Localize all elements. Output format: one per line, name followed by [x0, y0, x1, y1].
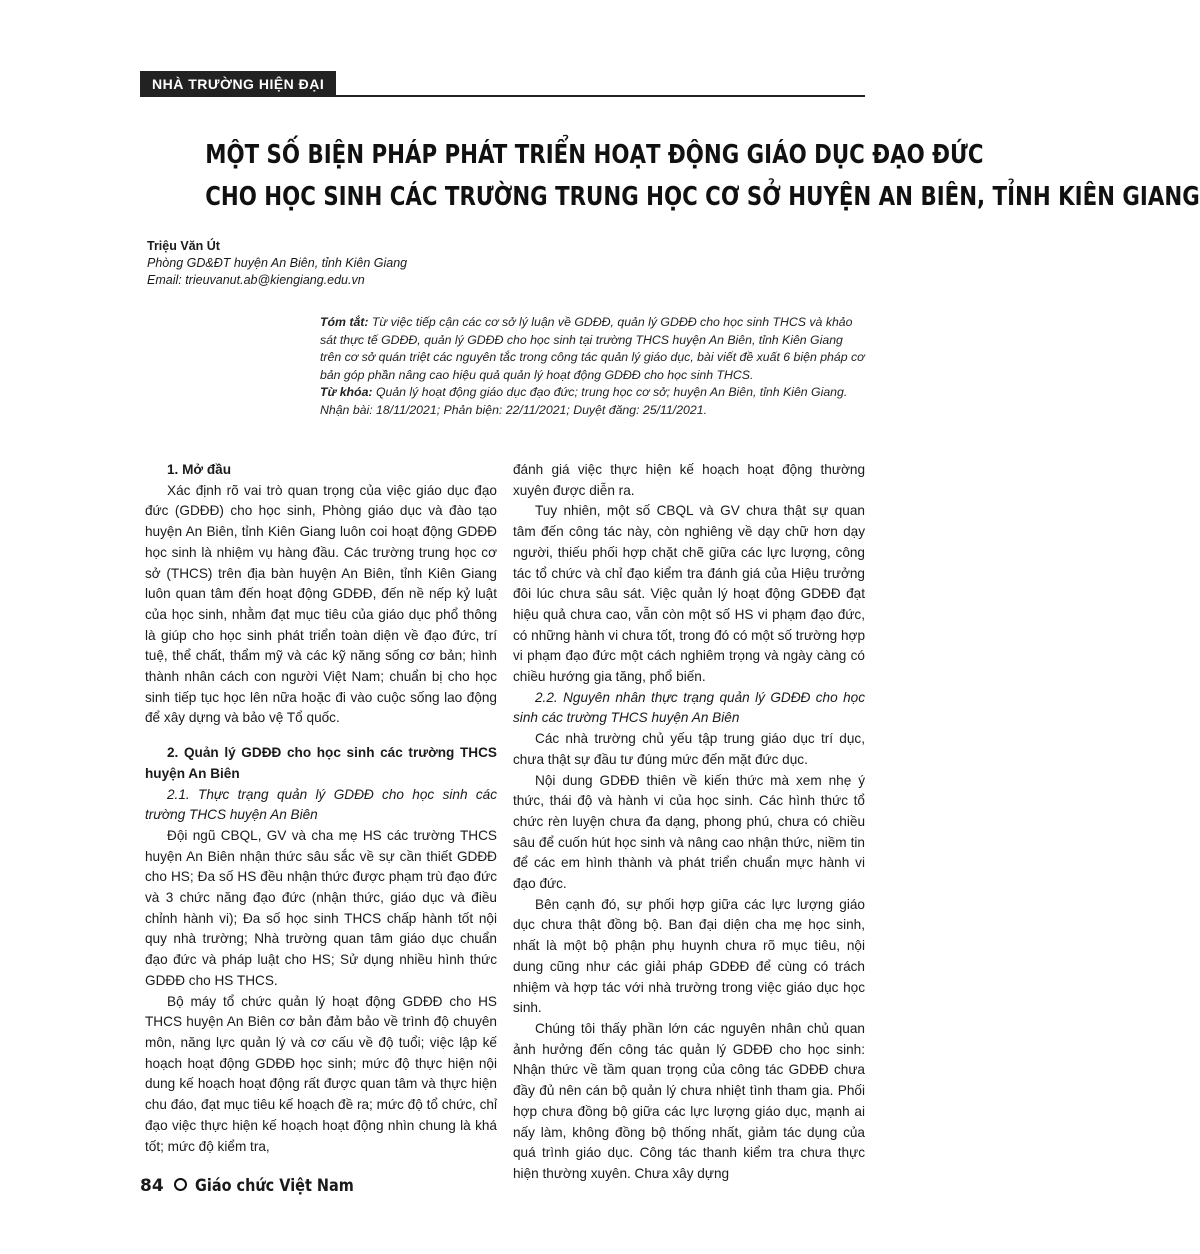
author-email: Email: trieuvanut.ab@kiengiang.edu.vn — [147, 273, 365, 287]
left-column — [145, 460, 497, 1157]
article-title-line-2: CHO HỌC SINH CÁC TRƯỜNG TRUNG HỌC CƠ SỞ HUYỆN AN BIÊN, TỈNH KIÊN GIANG — [205, 182, 1200, 212]
section-label: NHÀ TRƯỜNG HIỆN ĐẠI — [140, 71, 336, 97]
journal-name: Giáo chức Việt Nam — [194, 1176, 354, 1196]
right-column — [513, 460, 865, 1185]
page-footer — [140, 1176, 381, 1196]
abstract-text: Từ việc tiếp cận các cơ sở lý luận về GDĐĐ, quản lý GDĐĐ cho học sinh THCS và khảo sát thực tế GDĐĐ, quản lý GDĐĐ cho học sinh tại trường THCS huyện An Biên, tỉnh Kiên Giang trên cơ sở quán triệt các nguyên tắc trong công tác quản lý giáo dục, bài viết đề xuất 6 biện pháp cơ bản góp phần nâng cao hiệu quả quản lý hoạt động GDĐĐ cho học sinh THCS. — [320, 315, 865, 382]
abstract-paragraph — [320, 314, 865, 384]
subheading-2-2: 2.2. Nguyên nhân thực trạng quản lý GDĐĐ cho học sinh các trường THCS huyện An Biên — [513, 689, 865, 726]
paragraph: Tuy nhiên, một số CBQL và GV chưa thật sự quan tâm đến công tác này, còn nghiêng về dạy chữ hơn dạy người, thiếu phối hợp chặt chẽ giữa các lực lượng, công tác tổ chức và chỉ đạo kiểm tra đánh giá của Hiệu trưởng đôi lúc chưa sâu sát. Việc quản lý hoạt động GDĐĐ đạt hiệu quả chưa cao, vẫn còn một số HS vi phạm đạo đức, có những hành vi chưa tốt, trong đó có một số trường hợp vi phạm đạo đức một cách nghiêm trọng và ngày càng có chiều hướng gia tăng, phổ biến. — [513, 503, 865, 685]
paragraph: Xác định rõ vai trò quan trọng của việc giáo dục đạo đức (GDĐĐ) cho học sinh, Phòng giáo dục và đào tạo huyện An Biên, tỉnh Kiên Giang luôn coi hoạt động GDĐĐ học sinh là nhiệm vụ hàng đầu. Các trường trung học cơ sở (THCS) trên địa bàn huyện An Biên, tỉnh Kiên Giang luôn quan tâm đến hoạt động GDĐĐ, đến nề nếp kỷ luật của học sinh, nhằm đạt mục tiêu của giáo dục phổ thông là giúp cho học sinh phát triển toàn diện về đạo đức, trí tuệ, thể chất, thẩm mỹ và các kỹ năng sống cơ bản; hình thành nhân cách con người Việt Nam; chuẩn bị cho học sinh tiếp tục học lên nữa hoặc đi vào cuộc sống lao động để xây dựng và bảo vệ Tổ quốc. — [145, 482, 497, 726]
page-number: 84 — [140, 1176, 164, 1196]
article-dates: Nhận bài: 18/11/2021; Phản biện: 22/11/2021; Duyệt đăng: 25/11/2021. — [320, 402, 707, 417]
paragraph: Bộ máy tổ chức quản lý hoạt động GDĐĐ cho HS THCS huyện An Biên cơ bản đảm bảo về trình độ chuyên môn, năng lực quản lý và cơ cấu về độ tuổi; việc lập kế hoạch hoạt động GDĐĐ học sinh; mức độ thực hiện nội dung kế hoạch hoạt động rất được quan tâm và thực hiện chu đáo, đạt mục tiêu kế hoạch đề ra; mức độ tổ chức, chỉ đạo việc thực hiện kế hoạch hoạt động nhìn chung là khá tốt; mức độ kiểm tra, — [145, 993, 497, 1154]
author-affiliation: Phòng GD&ĐT huyện An Biên, tỉnh Kiên Giang — [147, 256, 408, 270]
heading-2: 2. Quản lý GDĐĐ cho học sinh các trường THCS huyện An Biên — [145, 745, 497, 781]
paragraph: Nội dung GDĐĐ thiên về kiến thức mà xem nhẹ ý thức, thái độ và hành vi của học sinh. Các hình thức tổ chức rèn luyện chưa đa dạng, phong phú, chưa có chiều sâu để cuốn hút học sinh và nâng cao nhận thức, niềm tin để các em hình thành và phát triển chuẩn mực hành vi đạo đức. — [513, 772, 865, 892]
header-rule — [140, 95, 865, 97]
subheading-2-1: 2.1. Thực trạng quản lý GDĐĐ cho học sinh các trường THCS huyện An Biên — [145, 786, 497, 823]
keywords-label: Từ khóa: — [320, 385, 373, 399]
abstract-block — [320, 314, 865, 419]
paragraph: Các nhà trường chủ yếu tập trung giáo dục trí dục, chưa thật sự đầu tư đúng mức đến mặt đức dục. — [513, 731, 865, 767]
article-title-line-1: MỘT SỐ BIỆN PHÁP PHÁT TRIỂN HOẠT ĐỘNG GIÁO DỤC ĐẠO ĐỨC — [205, 140, 984, 170]
author-block — [147, 238, 407, 289]
keywords-text: Quản lý hoạt động giáo dục đạo đức; trung học cơ sở; huyện An Biên, tỉnh Kiên Giang. — [375, 385, 848, 399]
heading-1: 1. Mở đầu — [167, 462, 232, 477]
author-name: Triệu Văn Út — [147, 239, 220, 253]
bullet-circle-icon — [174, 1178, 187, 1191]
paragraph: Đội ngũ CBQL, GV và cha mẹ HS các trường THCS huyện An Biên nhận thức sâu sắc về sự cần thiết GDĐĐ cho HS; Đa số HS đều nhận thức được phạm trù đạo đức và 3 chức năng đạo đức (nhận thức, giáo dục và điều chỉnh hành vi); Đa số học sinh THCS chấp hành tốt nội quy nhà trường; Nhà trường quan tâm giáo dục chuẩn đạo đức và pháp luật cho HS; Sử dụng nhiều hình thức GDĐĐ cho HS THCS. — [145, 827, 497, 988]
paragraph: Bên cạnh đó, sự phối hợp giữa các lực lượng giáo dục chưa thật đồng bộ. Ban đại diện cha mẹ học sinh, nhất là một bộ phận phụ huynh chưa rõ mục tiêu, nội dung cũng như các giải pháp GDĐĐ để cùng có trách nhiệm và hợp tác với nhà trường trong việc giáo dục học sinh. — [513, 896, 865, 1016]
keywords-paragraph — [320, 384, 865, 402]
paragraph: đánh giá việc thực hiện kế hoạch hoạt động thường xuyên được diễn ra. — [513, 462, 865, 498]
paragraph: Chúng tôi thấy phần lớn các nguyên nhân chủ quan ảnh hưởng đến công tác quản lý GDĐĐ cho học sinh: Nhận thức về tầm quan trọng của công tác GDĐĐ chưa đầy đủ nên cán bộ quản lý chưa nhiệt tình tham gia. Phối hợp chưa đồng bộ giữa các lực lượng giáo dục, mạnh ai nấy làm, không đồng bộ thống nhất, giảm tác dụng của quá trình giáo dục. Công tác thanh kiểm tra chưa thực hiện thường xuyên. Chưa xây dựng — [513, 1020, 865, 1181]
abstract-label: Tóm tắt: — [320, 315, 369, 329]
